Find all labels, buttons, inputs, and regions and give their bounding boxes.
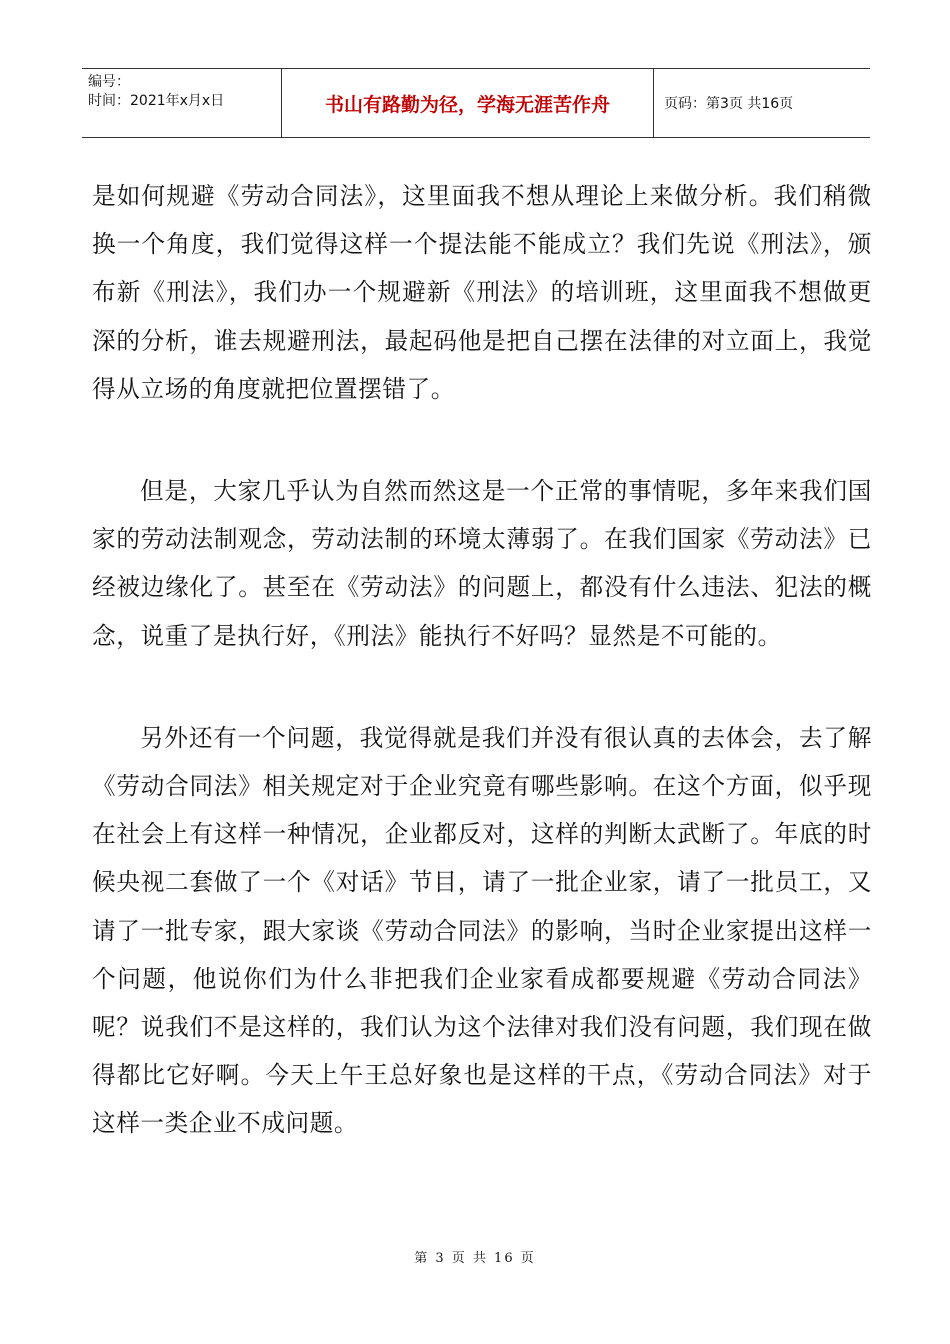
page-footer: 第 3 页 共 16 页	[414, 1251, 536, 1266]
header-page-number: 页码：第3页 共16页	[664, 96, 794, 112]
paragraph-1: 是如何规避《劳动合同法》，这里面我不想从理论上来做分析。我们稍微换一个角度，我们觉得这样一个提法能不能成立？我们先说《刑法》，颁布新《刑法》，我们办一个规避新《刑法》的培训班，这里面我不想做更深的分析，谁去规避刑法，最起码他是把自己摆在法律的对立面上，我觉得从立场的角度就把位置摆错了。	[92, 182, 872, 403]
paragraph-3: 另外还有一个问题，我觉得就是我们并没有很认真的去体会，去了解《劳动合同法》相关规定对于企业究竟有哪些影响。在这个方面，似乎现在社会上有这样一种情况，企业都反对，这样的判断太武断了。年底的时候央视二套做了一个《对话》节目，请了一批企业家，请了一批员工，又请了一批专家，跟大家谈《劳动合同法》的影响，当时企业家提出这样一个问题，他说你们为什么非把我们企业家看成都要规避《劳动合同法》呢？说我们不是这样的，我们认为这个法律对我们没有问题，我们现在做得都比它好啊。今天上午王总好象也是这样的干点，《劳动合同法》对于这样一类企业不成问题。	[92, 723, 872, 1138]
header-number: 编号：	[88, 74, 130, 90]
paragraph-2: 但是，大家几乎认为自然而然这是一个正常的事情呢，多年来我们国家的劳动法制观念，劳动法制的环境太薄弱了。在我们国家《劳动法》已经被边缘化了。甚至在《劳动法》的问题上，都没有什么违法、犯法的概念，说重了是执行好，《刑法》能执行不好吗？显然是不可能的。	[92, 477, 872, 650]
header-meta	[82, 69, 282, 137]
header-time: 时间：2021年x月x日	[88, 93, 225, 109]
page-header	[82, 68, 870, 138]
header-motto: 书山有路勤为径，学海无涯苦作舟	[282, 69, 654, 137]
document-body	[92, 172, 872, 1202]
